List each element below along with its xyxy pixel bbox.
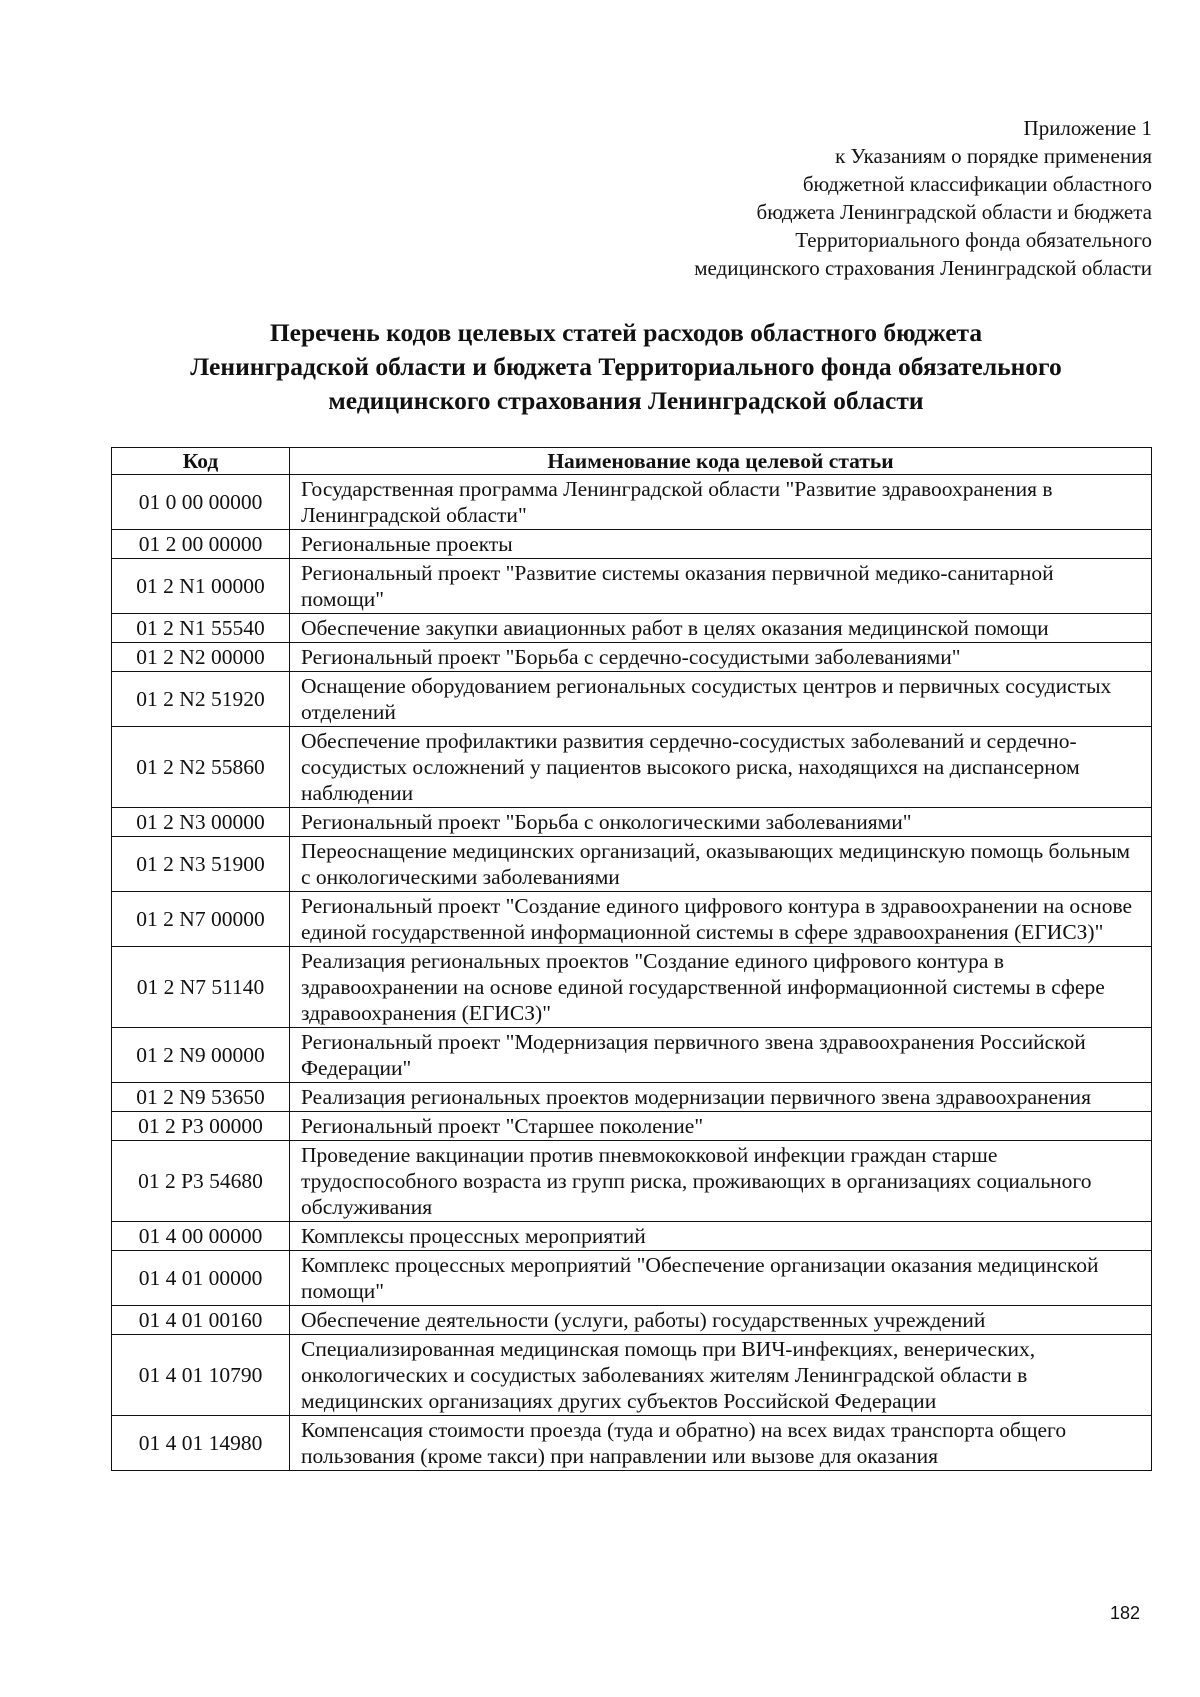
table-row xyxy=(112,1251,1152,1306)
table-row xyxy=(112,1141,1152,1222)
row-code: 01 2 N9 00000 xyxy=(112,1028,290,1083)
row-name: Реализация региональных проектов "Создание единого цифрового контура в здравоохранении на основе единой государственной информационной системы в сфере здравоохранения (ЕГИСЗ)" xyxy=(290,947,1152,1028)
row-name-text: Компенсация стоимости проезда (туда и обратно) на всех видах транспорта общего пользования (кроме такси) при направлении или вызове для оказания xyxy=(301,1418,1067,1468)
row-code: 01 2 N7 00000 xyxy=(112,892,290,947)
table-row xyxy=(112,808,1152,837)
row-code: 01 0 00 00000 xyxy=(112,475,290,530)
table-row xyxy=(112,947,1152,1028)
row-code: 01 2 00 00000 xyxy=(112,530,290,559)
table-row xyxy=(112,559,1152,614)
row-name: Региональный проект "Борьба с сердечно-сосудистыми заболеваниями" xyxy=(290,643,1152,672)
row-name: Оснащение оборудованием региональных сосудистых центров и первичных сосудистых отделений xyxy=(290,672,1152,727)
row-name: Региональный проект "Развитие системы оказания первичной медико-санитарной помощи" xyxy=(290,559,1152,614)
appendix-line: к Указаниям о порядке применения xyxy=(835,144,1152,168)
row-name: Специализированная медицинская помощь при ВИЧ-инфекциях, венерических, онкологических и сосудистых заболеваниях жителям Ленинградской области в медицинских организациях других субъектов Российской Федерации xyxy=(290,1335,1152,1416)
appendix-line: Территориального фонда обязательного xyxy=(795,228,1152,252)
row-name: Государственная программа Ленинградской области "Развитие здравоохранения в Ленинградской области" xyxy=(290,475,1152,530)
target-codes-table xyxy=(111,447,1152,1471)
row-name-continued xyxy=(290,1416,1152,1471)
table-row xyxy=(112,672,1152,727)
row-name: Региональный проект "Борьба с онкологическими заболеваниями" xyxy=(290,808,1152,837)
row-code: 01 2 P3 00000 xyxy=(112,1112,290,1141)
table-row xyxy=(112,1335,1152,1416)
row-code: 01 2 N7 51140 xyxy=(112,947,290,1028)
header-code: Код xyxy=(112,448,290,475)
row-name: Региональный проект "Создание единого цифрового контура в здравоохранении на основе единой государственной информационной системы в сфере здравоохранения (ЕГИСЗ)" xyxy=(290,892,1152,947)
appendix-line: медицинского страхования Ленинградской области xyxy=(694,256,1152,280)
document-title xyxy=(100,316,1152,418)
table-row xyxy=(112,1416,1152,1471)
row-code: 01 4 01 10790 xyxy=(112,1335,290,1416)
table-row xyxy=(112,530,1152,559)
row-name: Проведение вакцинации против пневмококковой инфекции граждан старше трудоспособного возраста из групп риска, проживающих в организациях социального обслуживания xyxy=(290,1141,1152,1222)
row-code: 01 2 N1 55540 xyxy=(112,614,290,643)
row-name: Реализация региональных проектов модернизации первичного звена здравоохранения xyxy=(290,1083,1152,1112)
row-code: 01 2 N2 55860 xyxy=(112,727,290,808)
appendix-line: бюджета Ленинградской области и бюджета xyxy=(756,200,1152,224)
row-name: Комплекс процессных мероприятий "Обеспечение организации оказания медицинской помощи" xyxy=(290,1251,1152,1306)
table-row xyxy=(112,892,1152,947)
page-number: 182 xyxy=(1110,1603,1141,1623)
row-name: Обеспечение закупки авиационных работ в целях оказания медицинской помощи xyxy=(290,614,1152,643)
table-row xyxy=(112,475,1152,530)
row-code: 01 4 01 00000 xyxy=(112,1251,290,1306)
row-code: 01 4 01 14980 xyxy=(112,1416,290,1471)
table-header-row xyxy=(112,448,1152,475)
table-row xyxy=(112,643,1152,672)
row-code: 01 2 N2 51920 xyxy=(112,672,290,727)
appendix-line: Приложение 1 xyxy=(1023,116,1152,140)
row-name: Региональный проект "Модернизация первичного звена здравоохранения Российской Федерации" xyxy=(290,1028,1152,1083)
row-name: Региональный проект "Старшее поколение" xyxy=(290,1112,1152,1141)
title-line: Ленинградской области и бюджета Территориального фонда обязательного xyxy=(190,352,1062,381)
row-code: 01 2 N3 00000 xyxy=(112,808,290,837)
appendix-note xyxy=(452,114,1152,282)
table-row xyxy=(112,1222,1152,1251)
row-code: 01 2 N3 51900 xyxy=(112,837,290,892)
row-name: Обеспечение профилактики развития сердечно-сосудистых заболеваний и сердечно-сосудистых осложнений у пациентов высокого риска, находящихся на диспансерном наблюдении xyxy=(290,727,1152,808)
table-row xyxy=(112,837,1152,892)
title-line: медицинского страхования Ленинградской области xyxy=(328,386,924,415)
table-row xyxy=(112,1306,1152,1335)
table-row xyxy=(112,1112,1152,1141)
row-code: 01 2 N1 00000 xyxy=(112,559,290,614)
table-row xyxy=(112,1083,1152,1112)
table-row xyxy=(112,1028,1152,1083)
row-name: Комплексы процессных мероприятий xyxy=(290,1222,1152,1251)
row-code: 01 2 N9 53650 xyxy=(112,1083,290,1112)
row-code: 01 4 00 00000 xyxy=(112,1222,290,1251)
appendix-line: бюджетной классификации областного xyxy=(802,172,1152,196)
row-code: 01 4 01 00160 xyxy=(112,1306,290,1335)
header-name: Наименование кода целевой статьи xyxy=(290,448,1152,475)
title-line: Перечень кодов целевых статей расходов областного бюджета xyxy=(269,318,983,347)
row-name: Переоснащение медицинских организаций, оказывающих медицинскую помощь больным с онкологическими заболеваниями xyxy=(290,837,1152,892)
table-row xyxy=(112,727,1152,808)
row-name: Региональные проекты xyxy=(290,530,1152,559)
row-name: Обеспечение деятельности (услуги, работы) государственных учреждений xyxy=(290,1306,1152,1335)
row-code: 01 2 N2 00000 xyxy=(112,643,290,672)
row-code: 01 2 P3 54680 xyxy=(112,1141,290,1222)
table-row xyxy=(112,614,1152,643)
